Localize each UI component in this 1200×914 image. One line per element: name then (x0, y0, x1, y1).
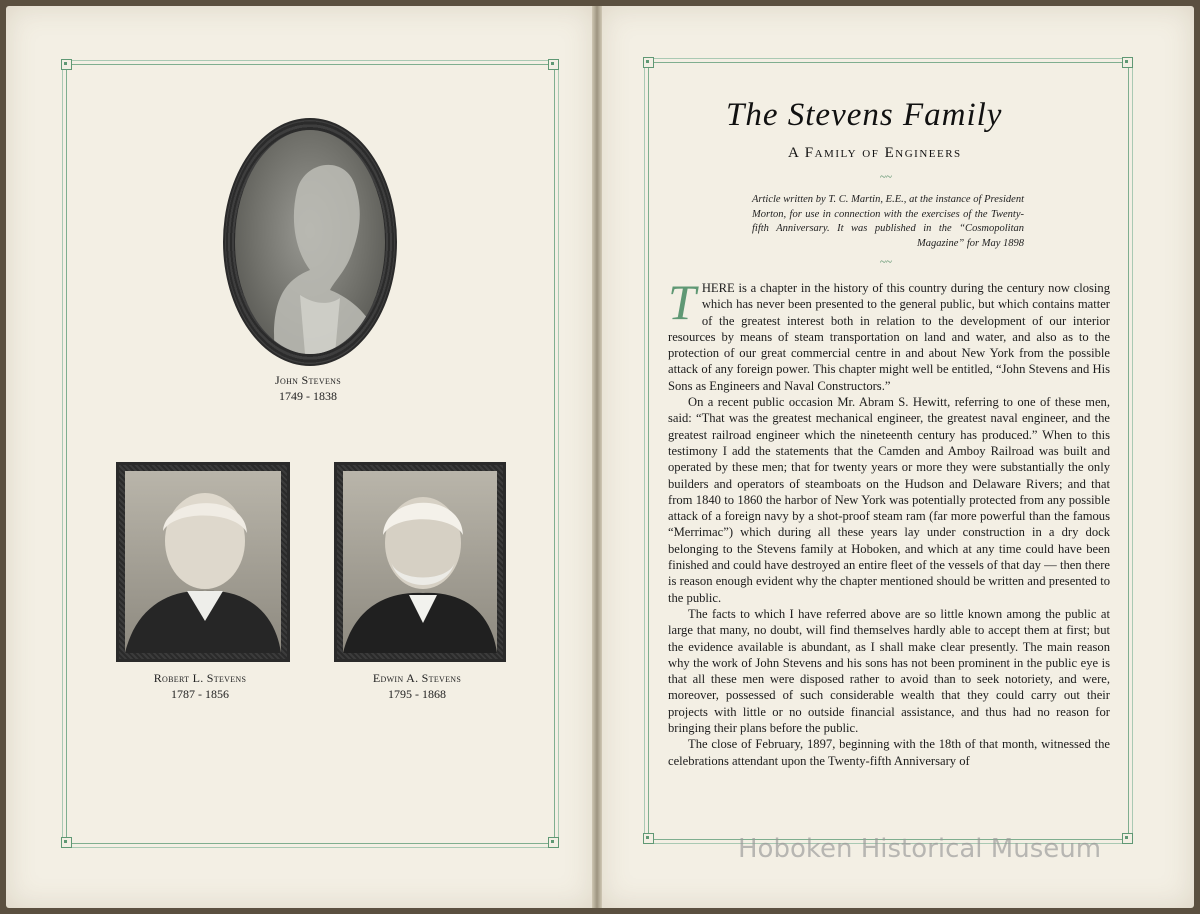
edwin-stevens-caption (342, 670, 492, 702)
portrait-name: John Stevens (275, 373, 341, 387)
corner-ornament (643, 57, 654, 68)
portrait-years: 1749 - 1838 (279, 389, 337, 403)
ornament-divider: ~~ (880, 256, 892, 268)
john-stevens-portrait (223, 118, 397, 366)
corner-ornament (61, 837, 72, 848)
article-paragraph (668, 274, 1110, 394)
corner-ornament (61, 59, 72, 70)
edwin-stevens-portrait (334, 462, 506, 662)
drop-cap: T (668, 274, 696, 330)
article-body (668, 274, 1110, 769)
book-gutter (592, 6, 602, 908)
portrait-years: 1787 - 1856 (171, 687, 229, 701)
john-stevens-caption (233, 372, 383, 404)
robert-stevens-caption (125, 670, 275, 702)
ornament-divider: ~~ (880, 171, 892, 183)
article-note: Article written by T. C. Martin, E.E., at the instance of President Morton, for use in connection with the exercises of the Twenty-fifth Anniversary. It was published in the “Cosmopolitan Magazine” for May 1898 (752, 194, 1024, 249)
museum-watermark: Hoboken Historical Museum (738, 834, 1102, 864)
portrait-image (125, 471, 281, 653)
article-subtitle: A Family of Engineers (788, 145, 962, 161)
article-paragraph: The facts to which I have referred above are so little known among the public at large that many, no doubt, will find themselves hardly able to accept them at first; but the evidence available is abundant, as I shall make clear presently. The main reason why the work of John Stevens and his sons has not been prominent in the public eye is that all these men were disposed rather to avoid than to seek notoriety, and were, moreover, possessed of such considerable wealth that they could carry out their projects with little or no outside financial assistance, and thus had no reason for bringing their plans before the public. (668, 606, 1110, 736)
corner-ornament (1122, 57, 1133, 68)
portrait-years: 1795 - 1868 (388, 687, 446, 701)
corner-ornament (643, 833, 654, 844)
robert-stevens-portrait (116, 462, 290, 662)
portrait-image (343, 471, 497, 653)
corner-ornament (548, 837, 559, 848)
paragraph-text: HERE is a chapter in the history of this country during the century now closing which has never been presented to the general public, but which contains matter of the greatest interest both in relation to the development of our interior resources by means of steam transportation on land and water, and also as to the protection of our great commercial centre in and about New York from the possible attack of any foreign power. This chapter might well be entitled, “John Stevens and His Sons as Engineers and Naval Constructors.” (668, 281, 1110, 393)
article-paragraph: The close of February, 1897, beginning with the 18th of that month, witnessed the celebrations attendant upon the Twenty-fifth Anniversary of (668, 737, 1110, 768)
article-paragraph: On a recent public occasion Mr. Abram S. Hewitt, referring to one of these men, said: “That was the greatest mechanical engineer, the greatest naval engineer, and the greatest railroad engineer which the nineteenth century has produced.” When to this testimony I add the statements that the Camden and Amboy Railroad was built and operated by these men; that for twenty years or more they were substantially the only builders and operators of steamboats on the Hudson and Delaware Rivers; and that from 1840 to 1860 the harbor of New York was potentially protected from any possible attack of a foreign navy by a shot-proof steam ram (far more powerful than the famous “Merrimac”) which during all these years lay under construction in a dry dock belonging to the Stevens family at Hoboken, and which at any time could have been finished and could have destroyed an entire fleet of the vessels of that day — then there is reason enough evident why the chapter mentioned should be written and presented to the public. (668, 395, 1110, 605)
corner-ornament (548, 59, 559, 70)
corner-ornament (1122, 833, 1133, 844)
article-title: The Stevens Family (726, 97, 1003, 133)
portrait-name: Robert L. Stevens (153, 671, 247, 685)
portrait-name: Edwin A. Stevens (372, 671, 462, 685)
portrait-image (235, 130, 385, 354)
